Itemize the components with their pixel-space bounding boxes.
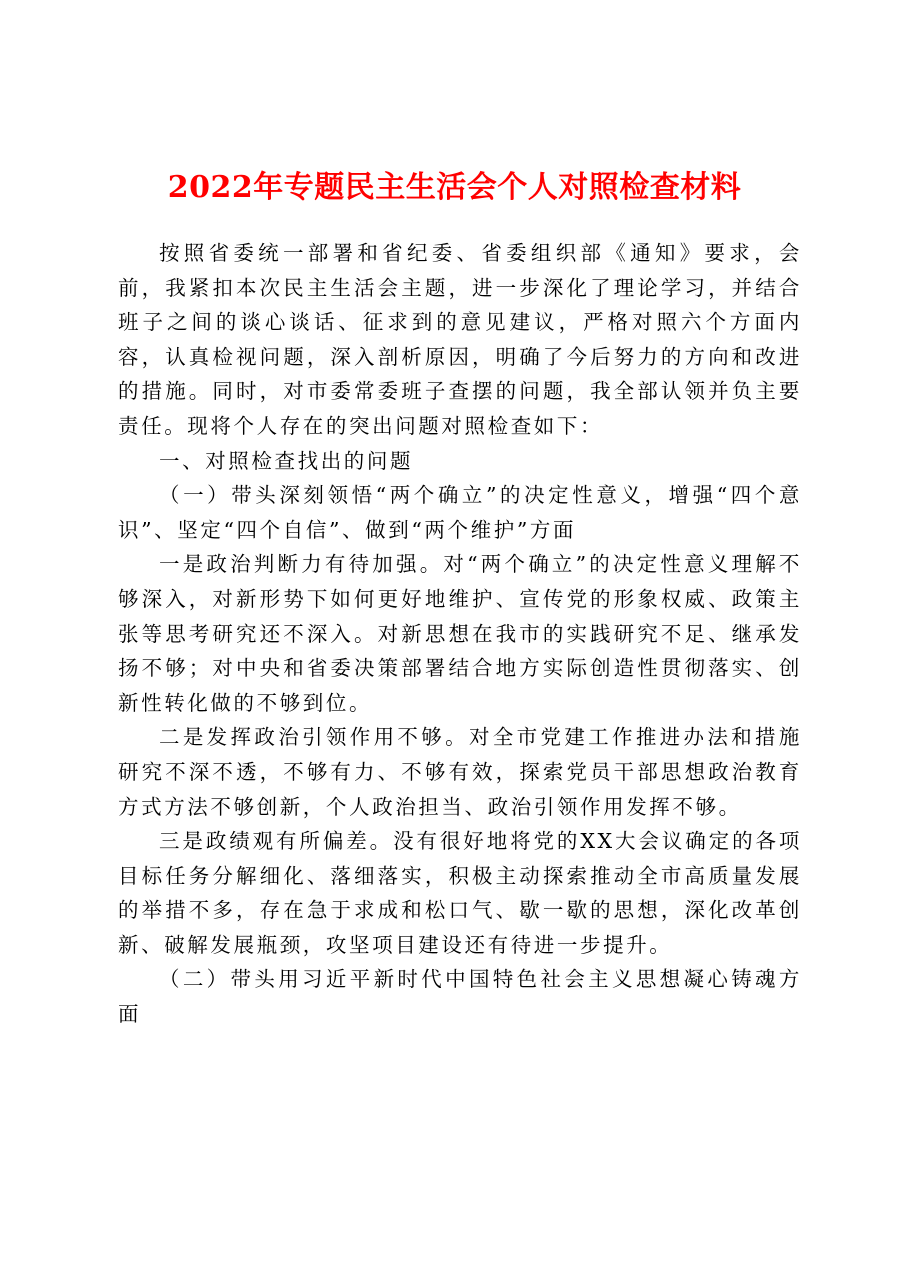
document-body: [118, 236, 802, 1032]
document-title: 2022年专题民主生活会个人对照检查材料: [167, 170, 742, 205]
subsection-heading-2: （二）带头用习近平新时代中国特色社会主义思想凝心铸魂方面: [118, 967, 802, 1027]
issue-paragraph-3: 三是政绩观有所偏差。没有很好地将党的XX大会议确定的各项目标任务分解细化、落细落实，积极主动探索推动全市高质量发展的举措不多，存在急于求成和松口气、歇一歇的思想，深化改革创新、破解发展瓶颈，攻坚项目建设还有待进一步提升。: [118, 829, 802, 957]
issue-paragraph-1: 一是政治判断力有待加强。对“两个确立”的决定性意义理解不够深入，对新形势下如何更好地维护、宣传党的形象权威、政策主张等思考研究还不深入。对新思想在我市的实践研究不足、继承发扬不够；对中央和省委决策部署结合地方实际创造性贯彻落实、创新性转化做的不够到位。: [118, 552, 802, 715]
issue-paragraph-2: 二是发挥政治引领作用不够。对全市党建工作推进办法和措施研究不深不透，不够有力、不够有效，探索党员干部思想政治教育方式方法不够创新，个人政治担当、政治引领作用发挥不够。: [118, 725, 802, 819]
section-heading-1: 一、对照检查找出的问题: [159, 448, 414, 473]
subsection-heading-1: （一）带头深刻领悟“两个确立”的决定性意义，增强“四个意识”、坚定“四个自信”、做到“两个维护”方面: [118, 483, 802, 542]
intro-paragraph: 按照省委统一部署和省纪委、省委组织部《通知》要求，会前，我紧扣本次民主生活会主题，进一步深化了理论学习，并结合班子之间的谈心谈话、征求到的意见建议，严格对照六个方面内容，认真检视问题，深入剖析原因，明确了今后努力的方向和改进的措施。同时，对市委常委班子查摆的问题，我全部认领并负主要责任。现将个人存在的突出问题对照检查如下：: [118, 241, 802, 438]
